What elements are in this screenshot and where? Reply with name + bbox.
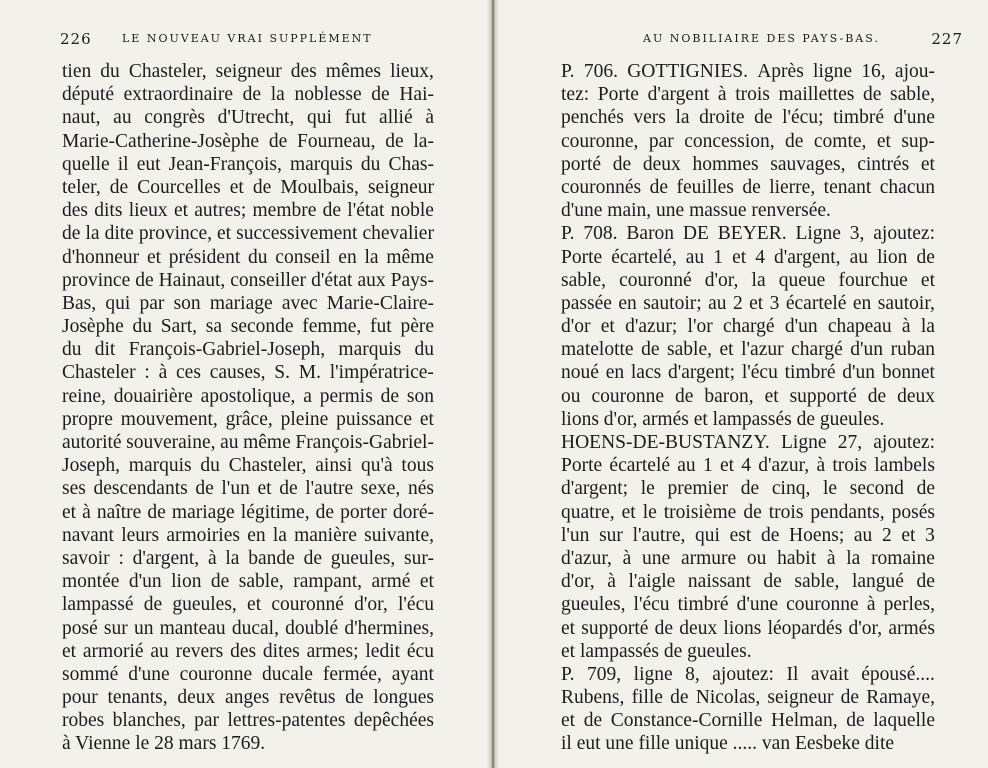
text-line: à Vienne le 28 mars 1769. bbox=[62, 733, 266, 755]
right-page-header bbox=[643, 30, 963, 50]
text-line: ou couronne de baron, et supporté de deux bbox=[561, 385, 935, 407]
text-line: couronnés de feuilles de lierre, tenant chacun bbox=[561, 176, 935, 198]
text-line: montée d'un lion de sable, rampant, armé et bbox=[62, 571, 434, 593]
text-line: quelle il eut Jean-François, marquis du Chas- bbox=[62, 153, 434, 175]
text-line: navant leurs armoiries en la manière suivante, bbox=[62, 524, 434, 546]
text-line: et lampassés de gueules. bbox=[561, 640, 752, 662]
text-line: des dits lieux et autres; membre de l'état noble bbox=[62, 200, 434, 222]
text-line: sommé d'une couronne ducale fermée, ayant bbox=[62, 663, 434, 685]
left-running-head: LE NOUVEAU VRAI SUPPLÉMENT bbox=[122, 32, 373, 45]
text-line: d'une main, une massue renversée. bbox=[561, 200, 831, 222]
text-line: d'or, à l'aigle naissant de sable, langué de bbox=[561, 571, 935, 593]
text-line: passée en sautoir; au 2 et 3 écartelé en sautoir, bbox=[561, 292, 935, 314]
text-line: et de Constance-Cornille Helman, de laquelle bbox=[561, 710, 935, 732]
text-line: député extraordinaire de la noblesse de Hai- bbox=[62, 84, 434, 106]
text-line: Chasteler : à ces causes, S. M. l'impératrice- bbox=[62, 362, 434, 384]
text-line: tien du Chasteler, seigneur des mêmes lieux, bbox=[62, 61, 434, 82]
text-line: autorité souveraine, au même François-Gabriel- bbox=[62, 432, 434, 453]
paragraph bbox=[561, 60, 935, 222]
text-line: HOENS-DE-BUSTANZY. Ligne 27, ajoutez: bbox=[561, 432, 935, 453]
text-line: d'or et d'azur; l'or chargé d'un chapeau à la bbox=[561, 316, 935, 338]
text-line: il eut une fille unique ..... van Eesbeke dite bbox=[561, 733, 895, 755]
paragraph bbox=[561, 663, 935, 756]
text-line: province de Hainaut, conseiller d'état aux Pays- bbox=[62, 269, 434, 291]
text-line: d'honneur et président du conseil en la même bbox=[62, 246, 434, 268]
text-line: et armorié au revers des dites armes; ledit écu bbox=[62, 640, 434, 662]
text-line: posé sur un manteau ducal, doublé d'hermines, bbox=[62, 617, 434, 639]
left-page-text bbox=[62, 60, 434, 756]
text-line: Josèphe du Sart, sa seconde femme, fut père bbox=[62, 316, 434, 338]
text-line: P. 708. Baron DE BEYER. Ligne 3, ajoutez: bbox=[561, 223, 935, 245]
right-page-number: 227 bbox=[931, 30, 963, 48]
text-line: Marie-Catherine-Josèphe de Fourneau, de la- bbox=[62, 130, 434, 152]
text-line: Porte écartelé au 1 et 4 d'azur, à trois lambels bbox=[561, 455, 935, 477]
right-page bbox=[499, 0, 988, 768]
left-page bbox=[0, 0, 487, 768]
text-line: penchés vers la droite de l'écu; timbré d'une bbox=[561, 107, 935, 129]
text-line: Bas, qui par son mariage avec Marie-Claire- bbox=[62, 292, 434, 314]
text-line: naut, au congrès d'Utrecht, qui fut allié à bbox=[62, 107, 434, 129]
right-page-text bbox=[561, 60, 935, 756]
text-line: et supporté de deux lions léopardés d'or, armés bbox=[561, 617, 935, 639]
text-line: porté de deux hommes sauvages, cintrés et bbox=[561, 153, 935, 175]
left-page-number: 226 bbox=[60, 30, 92, 48]
text-line: P. 709, ligne 8, ajoutez: Il avait épousé.... bbox=[561, 663, 935, 685]
text-line: sable, couronné d'or, la queue fourchue et bbox=[561, 269, 935, 291]
text-line: quatre, et le troisième de trois pendants, posés bbox=[561, 501, 935, 523]
left-page-header bbox=[60, 30, 444, 50]
text-line: gueules, l'écu timbré d'une couronne à perles, bbox=[561, 594, 935, 616]
paragraph bbox=[561, 431, 935, 663]
text-line: teler, de Courcelles et de Moulbais, seigneur bbox=[62, 176, 434, 198]
text-line: de la dite province, et successivement chevalier bbox=[62, 223, 434, 245]
book-gutter bbox=[487, 0, 499, 768]
text-line: savoir : d'argent, à la bande de gueules, sur- bbox=[62, 547, 434, 569]
text-line: lampassé de gueules, et couronné d'or, l'écu bbox=[62, 594, 434, 616]
text-line: pour tenants, deux anges revêtus de longues bbox=[62, 687, 434, 709]
text-line: ses descendants de l'un et de l'autre sexe, nés bbox=[62, 478, 434, 500]
text-line: propre mouvement, grâce, pleine puissance et bbox=[62, 408, 434, 430]
text-line: noué en lacs d'argent; l'écu timbré d'un bonnet bbox=[561, 362, 935, 384]
text-line: d'azur, à une armure ou habit à la romaine bbox=[561, 547, 935, 569]
text-line: du dit François-Gabriel-Joseph, marquis du bbox=[62, 339, 434, 361]
text-line: reine, douairière apostolique, a permis de son bbox=[62, 385, 434, 407]
text-line: Porte écartelé, au 1 et 4 d'argent, au lion de bbox=[561, 246, 935, 268]
text-line: couronne, par concession, de comte, et sup- bbox=[561, 130, 935, 152]
text-line: et à naître de mariage légitime, de porter doré- bbox=[62, 501, 434, 523]
text-line: tez: Porte d'argent à trois maillettes de sable, bbox=[561, 84, 935, 106]
text-line: matelotte de sable, et l'azur chargé d'un ruban bbox=[561, 339, 935, 361]
text-line: l'un sur l'autre, qui est de Hoens; au 2 et 3 bbox=[561, 524, 935, 546]
text-line: Joseph, marquis du Chasteler, ainsi qu'à tous bbox=[62, 455, 434, 477]
text-line: lions d'or, armés et lampassés de gueules. bbox=[561, 408, 885, 430]
text-line: P. 706. GOTTIGNIES. Après ligne 16, ajou- bbox=[561, 61, 935, 82]
right-running-head: AU NOBILIAIRE DES PAYS-BAS. bbox=[643, 32, 880, 45]
paragraph bbox=[561, 222, 935, 431]
text-line: robes blanches, par lettres-patentes depêchées bbox=[62, 710, 434, 732]
text-line: d'argent; le premier de cinq, le second de bbox=[561, 478, 935, 500]
text-line: Rubens, fille de Nicolas, seigneur de Ramaye, bbox=[561, 687, 935, 709]
